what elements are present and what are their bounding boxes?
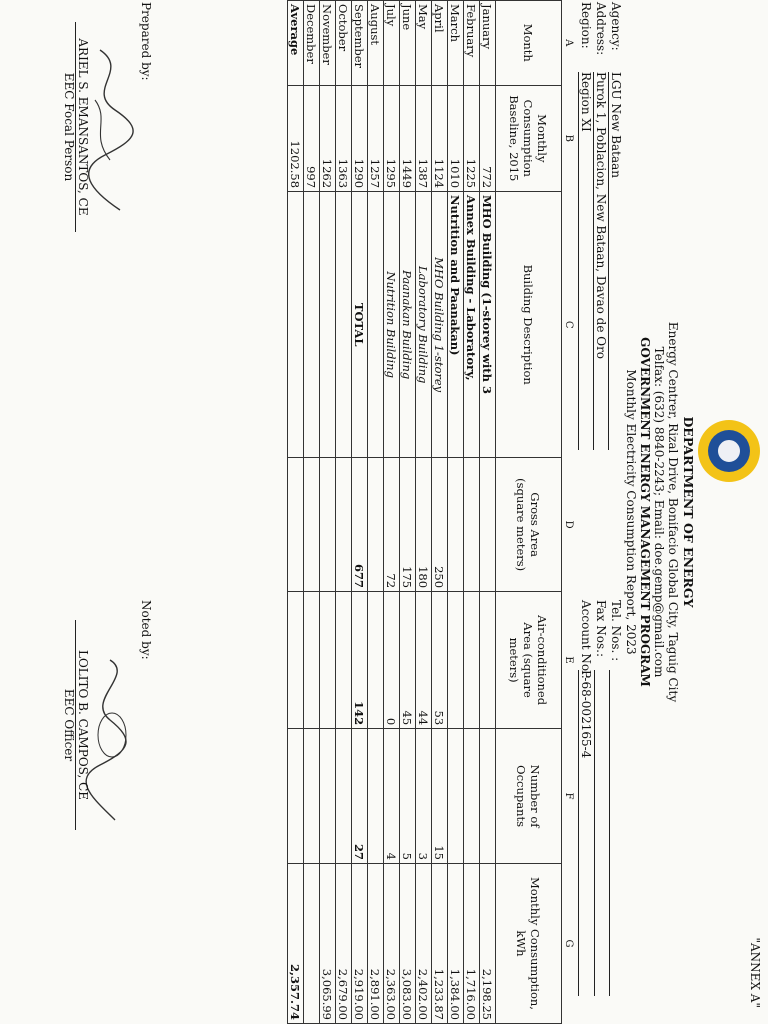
region-value: Region XI (578, 72, 593, 450)
tel-value (609, 670, 623, 996)
building-cell (320, 192, 336, 458)
noted-by-label: Noted by: (139, 600, 153, 660)
gross-area-cell (480, 458, 496, 592)
month-cell: January (480, 1, 496, 86)
fax-value (594, 670, 608, 996)
baseline-cell: 1387 (416, 85, 432, 191)
building-cell (368, 192, 384, 458)
baseline-cell: 1010 (448, 85, 464, 191)
month-header: Month (496, 1, 562, 86)
month-cell: February (464, 1, 480, 86)
gross-area-cell (288, 458, 304, 592)
month-cell: Average (288, 1, 304, 86)
column-letter: E (563, 656, 575, 664)
month-cell: December (304, 1, 320, 86)
month-cell: September (352, 1, 368, 86)
occupants-cell (368, 729, 384, 864)
column-letter: G (563, 939, 575, 948)
account-label: Account No.: (579, 600, 593, 679)
gross-area-cell (368, 458, 384, 592)
monthly-kwh-cell: 1,233.87 (432, 864, 448, 1024)
column-letter: A (563, 39, 575, 47)
aircon-area-cell (288, 592, 304, 729)
monthly-kwh-cell: 2,357.74 (288, 864, 304, 1024)
region-label: Region: (579, 2, 593, 49)
month-cell: November (320, 1, 336, 86)
building-cell: MHO Building (1-storey with 3 (480, 192, 496, 458)
gross-area-cell (304, 458, 320, 592)
annex-label: "ANNEX A" (748, 937, 762, 1008)
occupants-cell: 3 (416, 729, 432, 864)
aircon-area-cell (448, 592, 464, 729)
monthly-kwh-cell: 2,402.00 (416, 864, 432, 1024)
table-row (432, 1, 448, 1024)
account-value: P-68-002165-4 (578, 670, 593, 996)
prepared-by-label: Prepared by: (139, 2, 153, 81)
gross-area-cell: 180 (416, 458, 432, 592)
baseline-cell: 1262 (320, 85, 336, 191)
occupants-cell: 5 (400, 729, 416, 864)
occupants-cell (480, 729, 496, 864)
occupants-cell (288, 729, 304, 864)
gross-area-cell (320, 458, 336, 592)
occupants-cell (304, 729, 320, 864)
department-address: Energy Centrer, Rizal Drive, Bonifacio Global City, Taguig City (666, 321, 680, 703)
column-letter-row (562, 1, 577, 1024)
average-row (288, 1, 304, 1024)
baseline-cell: 1363 (336, 85, 352, 191)
aircon-area-cell (320, 592, 336, 729)
noted-by-title: EEC Officer (62, 688, 76, 762)
occupants-cell (336, 729, 352, 864)
month-cell: April (432, 1, 448, 86)
prepared-by-title: EEC Focal Person (62, 72, 76, 182)
report-title: Monthly Electricity Consumption Report, 2023 (624, 369, 638, 655)
table-row (304, 1, 320, 1024)
gross-area-cell: 175 (400, 458, 416, 592)
baseline-cell: 1124 (432, 85, 448, 191)
aircon-area-cell: 0 (384, 592, 400, 729)
consumption-table (287, 0, 576, 1024)
month-cell: October (336, 1, 352, 86)
gross-area-cell (448, 458, 464, 592)
gross-area-cell (336, 458, 352, 592)
gross-area-cell: 250 (432, 458, 448, 592)
gross-area-header: Gross Area (square meters) (496, 458, 562, 592)
table-row (480, 1, 496, 1024)
monthly-kwh-cell: 2,919.00 (352, 864, 368, 1024)
table-row (416, 1, 432, 1024)
monthly-kwh-cell: 2,891.00 (368, 864, 384, 1024)
table-row (400, 1, 416, 1024)
monthly-kwh-cell: 2,363.00 (384, 864, 400, 1024)
baseline-cell: 1257 (368, 85, 384, 191)
month-cell: July (384, 1, 400, 86)
baseline-cell: 1449 (400, 85, 416, 191)
baseline-cell: 997 (304, 85, 320, 191)
monthly-kwh-cell: 1,384.00 (448, 864, 464, 1024)
address-value: Purok 1, Poblacion, New Bataan, Davao de Oro (593, 72, 608, 450)
agency-value: LGU New Bataan (608, 72, 623, 450)
building-cell: TOTAL (352, 192, 368, 458)
monthly-kwh-cell: 2,198.25 (480, 864, 496, 1024)
building-cell: Paanakan Building (400, 192, 416, 458)
header-row (496, 1, 562, 1024)
building-cell: Annex Building - Laboratory, (464, 192, 480, 458)
building-cell (304, 192, 320, 458)
building-cell: MHO Building 1-storey (432, 192, 448, 458)
aircon-area-cell (304, 592, 320, 729)
aircon-area-cell (336, 592, 352, 729)
aircon-area-cell: 53 (432, 592, 448, 729)
prepared-by-name: ARIEL S. EMANSANTOS, CE (75, 22, 90, 232)
tel-label: Tel. Nos. : (609, 600, 623, 662)
table-row (352, 1, 368, 1024)
table-row (320, 1, 336, 1024)
monthly-kwh-cell: 1,716.00 (464, 864, 480, 1024)
occupants-cell: 27 (352, 729, 368, 864)
department-contact: Telfax: (632) 8840-2243; Email: doe.gemp@gmail.com (652, 346, 666, 678)
occupants-cell (448, 729, 464, 864)
column-letter: F (563, 792, 575, 800)
baseline-header: Monthly Consumption Baseline, 2015 (496, 85, 562, 191)
program-title: GOVERNMENT ENERGY MANAGEMENT PROGRAM (638, 337, 652, 687)
building-cell: Laboratory Building (416, 192, 432, 458)
table-row (384, 1, 400, 1024)
month-cell: June (400, 1, 416, 86)
occupants-header: Number of Occupants (496, 729, 562, 864)
baseline-cell: 772 (480, 85, 496, 191)
month-cell: August (368, 1, 384, 86)
occupants-cell: 15 (432, 729, 448, 864)
fax-label: Fax Nos.: (594, 600, 608, 657)
month-cell: May (416, 1, 432, 86)
baseline-cell: 1295 (384, 85, 400, 191)
column-letter: B (563, 134, 575, 142)
monthly-kwh-cell: 3,083.00 (400, 864, 416, 1024)
occupants-cell (464, 729, 480, 864)
building-cell: Nutrition and Paanakan) (448, 192, 464, 458)
building-cell (336, 192, 352, 458)
column-letter: C (563, 320, 575, 329)
table-row (336, 1, 352, 1024)
baseline-cell: 1225 (464, 85, 480, 191)
gross-area-cell (464, 458, 480, 592)
aircon-area-cell: 44 (416, 592, 432, 729)
aircon-area-cell (480, 592, 496, 729)
address-label: Address: (594, 2, 608, 56)
gross-area-cell: 72 (384, 458, 400, 592)
table-row (368, 1, 384, 1024)
aircon-area-cell (464, 592, 480, 729)
monthly-consumption-header: Monthly Consumption, kWh (496, 864, 562, 1024)
baseline-cell: 1290 (352, 85, 368, 191)
gross-area-cell: 677 (352, 458, 368, 592)
table-row (448, 1, 464, 1024)
aircon-area-cell: 45 (400, 592, 416, 729)
aircon-area-cell (368, 592, 384, 729)
baseline-cell: 1202.58 (288, 85, 304, 191)
monthly-kwh-cell (304, 864, 320, 1024)
building-header: Building Description (496, 192, 562, 458)
column-letter: D (563, 520, 575, 529)
occupants-cell (320, 729, 336, 864)
monthly-kwh-cell: 2,679.00 (336, 864, 352, 1024)
monthly-kwh-cell: 3,065.99 (320, 864, 336, 1024)
aircon-area-header: Air-conditioned Area (square meters) (496, 592, 562, 729)
building-cell (288, 192, 304, 458)
department-title: DEPARTMENT OF ENERGY (681, 416, 696, 608)
noted-by-name: LOLITO B. CAMPOS, CE (75, 620, 90, 830)
month-cell: March (448, 1, 464, 86)
aircon-area-cell: 142 (352, 592, 368, 729)
agency-label: Agency: (609, 2, 623, 51)
building-cell: Nutrition Building (384, 192, 400, 458)
occupants-cell: 4 (384, 729, 400, 864)
table-row (464, 1, 480, 1024)
doe-logo (698, 420, 760, 482)
